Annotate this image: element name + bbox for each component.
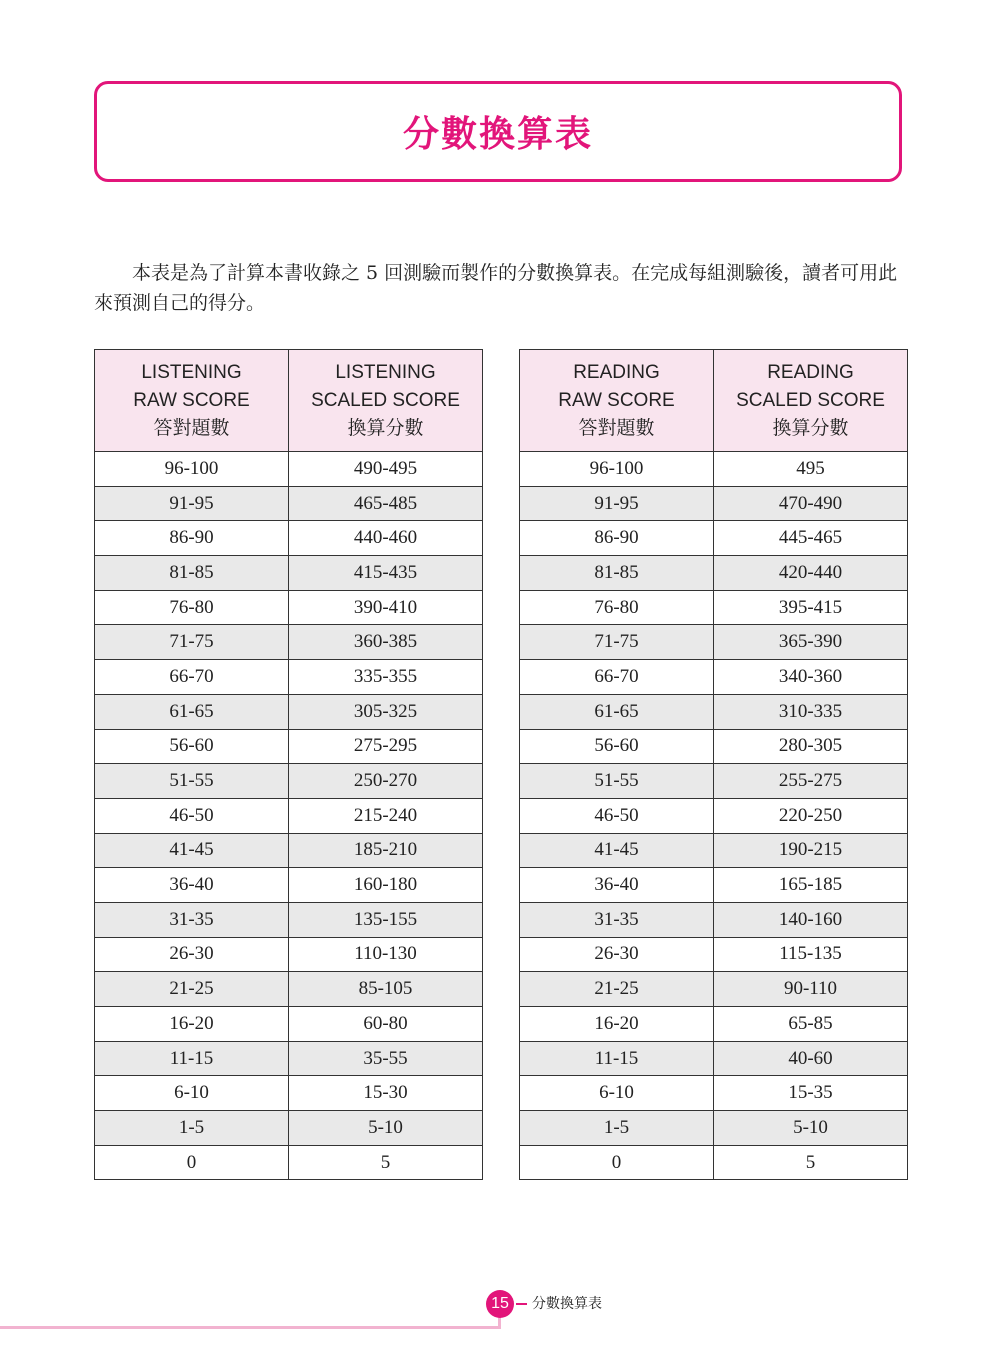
header-line: RAW SCORE <box>558 389 675 411</box>
raw-score-cell: 16-20 <box>95 1007 289 1042</box>
scaled-score-cell: 275-295 <box>289 729 483 764</box>
raw-score-cell: 46-50 <box>95 798 289 833</box>
scaled-score-cell: 490-495 <box>289 452 483 487</box>
raw-score-cell: 61-65 <box>520 694 714 729</box>
scaled-score-cell: 60-80 <box>289 1007 483 1042</box>
title-box <box>94 81 902 182</box>
header-line: LISTENING <box>335 361 436 383</box>
table-row <box>520 660 908 695</box>
raw-score-cell: 76-80 <box>95 590 289 625</box>
scaled-score-cell: 340-360 <box>714 660 908 695</box>
raw-score-cell: 96-100 <box>520 452 714 487</box>
raw-score-cell: 26-30 <box>95 937 289 972</box>
table-row <box>95 556 483 591</box>
table-row <box>520 902 908 937</box>
raw-score-cell: 11-15 <box>95 1041 289 1076</box>
raw-score-cell: 81-85 <box>95 556 289 591</box>
scaled-score-cell: 360-385 <box>289 625 483 660</box>
page-title: 分數換算表 <box>402 113 593 155</box>
table-row <box>520 486 908 521</box>
header-line: SCALED SCORE <box>736 389 885 411</box>
raw-score-cell: 86-90 <box>95 521 289 556</box>
table-row <box>95 521 483 556</box>
scaled-score-cell: 40-60 <box>714 1041 908 1076</box>
scaled-score-cell: 115-135 <box>714 937 908 972</box>
scaled-score-cell: 140-160 <box>714 902 908 937</box>
listening-header-row <box>95 350 483 452</box>
table-row <box>520 1076 908 1111</box>
table-row <box>95 1111 483 1146</box>
raw-score-cell: 6-10 <box>95 1076 289 1111</box>
reading-scaled-header <box>714 350 908 452</box>
page-number-badge: 15 <box>486 1290 514 1318</box>
raw-score-cell: 56-60 <box>95 729 289 764</box>
table-row <box>95 1145 483 1180</box>
table-row <box>520 452 908 487</box>
table-row <box>520 590 908 625</box>
scaled-score-cell: 5 <box>289 1145 483 1180</box>
scaled-score-cell: 420-440 <box>714 556 908 591</box>
header-line: READING <box>573 361 660 383</box>
scaled-score-cell: 305-325 <box>289 694 483 729</box>
table-row <box>95 694 483 729</box>
table-row <box>520 521 908 556</box>
scaled-score-cell: 395-415 <box>714 590 908 625</box>
scaled-score-cell: 165-185 <box>714 868 908 903</box>
table-row <box>95 798 483 833</box>
header-line: LISTENING <box>141 361 242 383</box>
raw-score-cell: 41-45 <box>95 833 289 868</box>
header-line: READING <box>767 361 854 383</box>
table-row <box>520 972 908 1007</box>
table-row <box>95 729 483 764</box>
raw-score-cell: 81-85 <box>520 556 714 591</box>
raw-score-cell: 76-80 <box>520 590 714 625</box>
listening-scaled-header <box>289 350 483 452</box>
table-row <box>520 868 908 903</box>
table-row <box>95 1007 483 1042</box>
table-row <box>520 1007 908 1042</box>
raw-score-cell: 51-55 <box>520 764 714 799</box>
table-row <box>520 764 908 799</box>
reading-score-table <box>519 349 908 1180</box>
scaled-score-cell: 35-55 <box>289 1041 483 1076</box>
raw-score-cell: 86-90 <box>520 521 714 556</box>
raw-score-cell: 71-75 <box>520 625 714 660</box>
table-row <box>95 660 483 695</box>
table-row <box>95 625 483 660</box>
scaled-score-cell: 135-155 <box>289 902 483 937</box>
reading-table-body <box>520 452 908 1180</box>
scaled-score-cell: 220-250 <box>714 798 908 833</box>
reading-header-row <box>520 350 908 452</box>
raw-score-cell: 91-95 <box>520 486 714 521</box>
table-row <box>95 486 483 521</box>
scaled-score-cell: 65-85 <box>714 1007 908 1042</box>
raw-score-cell: 71-75 <box>95 625 289 660</box>
table-row <box>520 833 908 868</box>
table-row <box>95 902 483 937</box>
table-row <box>95 590 483 625</box>
table-row <box>95 833 483 868</box>
raw-score-cell: 36-40 <box>95 868 289 903</box>
table-row <box>95 764 483 799</box>
raw-score-cell: 46-50 <box>520 798 714 833</box>
raw-score-cell: 1-5 <box>95 1111 289 1146</box>
header-line: 答對題數 <box>578 417 655 439</box>
header-line: 換算分數 <box>347 417 424 439</box>
listening-raw-header <box>95 350 289 452</box>
raw-score-cell: 6-10 <box>520 1076 714 1111</box>
raw-score-cell: 26-30 <box>520 937 714 972</box>
table-row <box>520 729 908 764</box>
scaled-score-cell: 495 <box>714 452 908 487</box>
raw-score-cell: 56-60 <box>520 729 714 764</box>
raw-score-cell: 36-40 <box>520 868 714 903</box>
raw-score-cell: 0 <box>520 1145 714 1180</box>
table-row <box>95 972 483 1007</box>
raw-score-cell: 41-45 <box>520 833 714 868</box>
raw-score-cell: 16-20 <box>520 1007 714 1042</box>
scaled-score-cell: 250-270 <box>289 764 483 799</box>
table-row <box>520 1041 908 1076</box>
scaled-score-cell: 255-275 <box>714 764 908 799</box>
raw-score-cell: 0 <box>95 1145 289 1180</box>
raw-score-cell: 31-35 <box>520 902 714 937</box>
scaled-score-cell: 110-130 <box>289 937 483 972</box>
scaled-score-cell: 280-305 <box>714 729 908 764</box>
scaled-score-cell: 440-460 <box>289 521 483 556</box>
raw-score-cell: 91-95 <box>95 486 289 521</box>
scaled-score-cell: 5-10 <box>289 1111 483 1146</box>
raw-score-cell: 66-70 <box>520 660 714 695</box>
raw-score-cell: 51-55 <box>95 764 289 799</box>
scaled-score-cell: 15-30 <box>289 1076 483 1111</box>
scaled-score-cell: 160-180 <box>289 868 483 903</box>
raw-score-cell: 66-70 <box>95 660 289 695</box>
table-row <box>95 452 483 487</box>
raw-score-cell: 61-65 <box>95 694 289 729</box>
raw-score-cell: 21-25 <box>520 972 714 1007</box>
scaled-score-cell: 5-10 <box>714 1111 908 1146</box>
header-line: RAW SCORE <box>133 389 250 411</box>
footer-dash <box>516 1303 527 1305</box>
table-row <box>95 1076 483 1111</box>
scaled-score-cell: 445-465 <box>714 521 908 556</box>
raw-score-cell: 21-25 <box>95 972 289 1007</box>
scaled-score-cell: 415-435 <box>289 556 483 591</box>
footer-section-label: 分數換算表 <box>532 1296 602 1312</box>
table-row <box>520 694 908 729</box>
raw-score-cell: 1-5 <box>520 1111 714 1146</box>
table-row <box>520 937 908 972</box>
table-row <box>95 937 483 972</box>
raw-score-cell: 11-15 <box>520 1041 714 1076</box>
listening-score-table <box>94 349 483 1180</box>
intro-paragraph: 本表是為了計算本書收錄之 5 回測驗而製作的分數換算表。在完成每組測驗後，讀者可用此來預測自己的得分。 <box>94 262 898 314</box>
table-row <box>520 798 908 833</box>
scaled-score-cell: 335-355 <box>289 660 483 695</box>
scaled-score-cell: 190-215 <box>714 833 908 868</box>
raw-score-cell: 31-35 <box>95 902 289 937</box>
scaled-score-cell: 465-485 <box>289 486 483 521</box>
header-line: SCALED SCORE <box>311 389 460 411</box>
scaled-score-cell: 215-240 <box>289 798 483 833</box>
scaled-score-cell: 470-490 <box>714 486 908 521</box>
table-row <box>520 1111 908 1146</box>
table-row <box>95 1041 483 1076</box>
table-row <box>520 556 908 591</box>
table-row <box>95 868 483 903</box>
listening-table-body <box>95 452 483 1180</box>
header-line: 答對題數 <box>153 417 230 439</box>
scaled-score-cell: 85-105 <box>289 972 483 1007</box>
footer-divider <box>0 1326 500 1329</box>
scaled-score-cell: 185-210 <box>289 833 483 868</box>
scaled-score-cell: 90-110 <box>714 972 908 1007</box>
header-line: 換算分數 <box>772 417 849 439</box>
scaled-score-cell: 15-35 <box>714 1076 908 1111</box>
scaled-score-cell: 5 <box>714 1145 908 1180</box>
reading-raw-header <box>520 350 714 452</box>
scaled-score-cell: 390-410 <box>289 590 483 625</box>
table-row <box>520 1145 908 1180</box>
table-row <box>520 625 908 660</box>
scaled-score-cell: 365-390 <box>714 625 908 660</box>
raw-score-cell: 96-100 <box>95 452 289 487</box>
scaled-score-cell: 310-335 <box>714 694 908 729</box>
